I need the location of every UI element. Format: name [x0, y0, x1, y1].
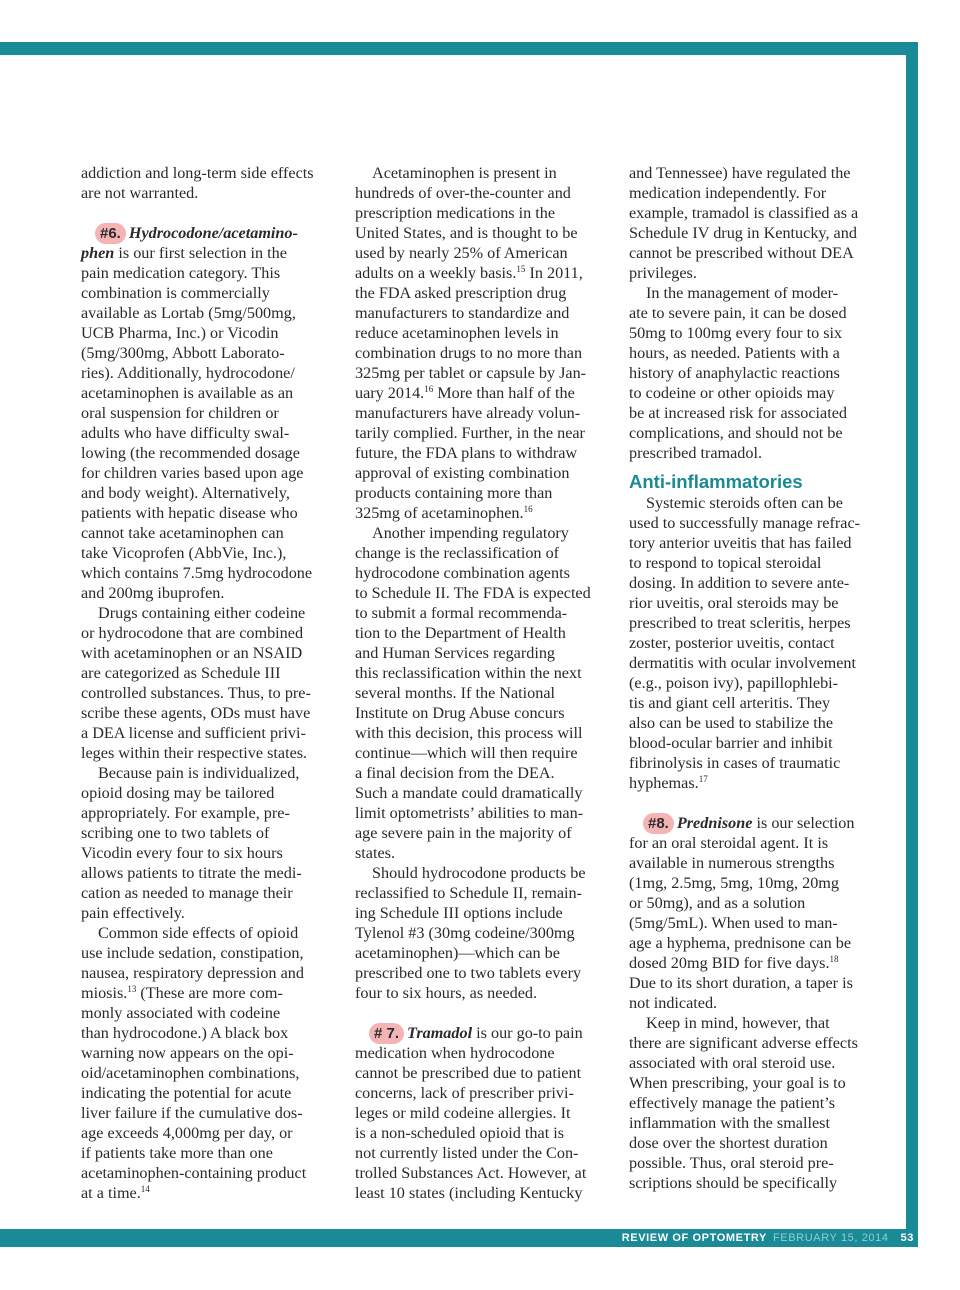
text-line: not currently listed under the Con-: [355, 1144, 579, 1162]
text-line: age severe pain in the majority of: [355, 824, 572, 842]
drug-heading-line: [81, 223, 339, 243]
text-line: 325mg per tablet or capsule by Jan-: [355, 364, 587, 382]
text-line: leges or mild codeine allergies. It: [355, 1104, 571, 1122]
right-accent-bar: [906, 42, 918, 1247]
rank-badge-8: #8.: [643, 813, 674, 834]
text-line: be at increased risk for associated: [629, 404, 847, 422]
text-line: cation as needed to manage their: [81, 884, 293, 902]
page-footer: [622, 1229, 914, 1247]
text-line: UCB Pharma, Inc.) or Vicodin: [81, 324, 279, 342]
text-line: are not warranted.: [81, 184, 199, 202]
text-line: hours, as needed. Patients with a: [629, 344, 840, 362]
text-line: [81, 243, 339, 263]
text-line: privileges.: [629, 264, 697, 282]
text-line: 50mg to 100mg every four to six: [629, 324, 843, 342]
paragraph: [629, 163, 887, 283]
text-line: Due to its short duration, a taper is: [629, 974, 853, 992]
text-line: Schedule IV drug in Kentucky, and: [629, 224, 857, 242]
text-line: is a non-scheduled opioid that is: [355, 1124, 565, 1142]
paragraph: [355, 863, 613, 1003]
text-line: associated with oral steroid use.: [629, 1054, 836, 1072]
text-line: rior uveitis, oral steroids may be: [629, 594, 839, 612]
text-line: blood-ocular barrier and inhibit: [629, 734, 833, 752]
text-line: complications, and should not be: [629, 424, 843, 442]
text-line: lowing (the recommended dosage: [81, 444, 300, 462]
text-line: or 50mg), and as a solution: [629, 894, 806, 912]
text-line: patients with hepatic disease who: [81, 504, 298, 522]
text-line: take Vicoprofen (AbbVie, Inc.),: [81, 544, 287, 562]
text-line: age exceeds 4,000mg per day, or: [81, 1124, 293, 1142]
text-line: with acetaminophen or an NSAID: [81, 644, 303, 662]
text-line: age a hyphema, prednisone can be: [629, 934, 852, 952]
text-line: In the management of moder-: [646, 284, 839, 302]
text-line: liver failure if the cumulative dos-: [81, 1104, 303, 1122]
text-line: states.: [355, 844, 396, 862]
text-line: to Schedule II. The FDA is expected: [355, 584, 591, 602]
text-line: (1mg, 2.5mg, 5mg, 10mg, 20mg: [629, 874, 839, 892]
paragraph: [355, 1043, 613, 1203]
text-line: Drugs containing either codeine: [98, 604, 306, 622]
text-line: or hydrocodone that are combined: [81, 624, 304, 642]
text-line: United States, and is thought to be: [355, 224, 578, 242]
text-line: (5mg/5mL). When used to man-: [629, 914, 838, 932]
text-line: nausea, respiratory depression and: [81, 964, 304, 982]
drug-name: Prednisone: [676, 814, 753, 832]
text-line: (e.g., poison ivy), papillophlebi-: [629, 674, 839, 692]
paragraph: [629, 493, 887, 773]
text-line: Because pain is individualized,: [98, 764, 300, 782]
text-line: tion to the Department of Health: [355, 624, 566, 642]
text-line: tory anterior uveitis that has failed: [629, 534, 852, 552]
drug-heading-line: [355, 1023, 613, 1043]
paragraph: [355, 403, 613, 503]
citation-15: 15: [516, 264, 526, 274]
page-number: 53: [900, 1232, 914, 1244]
column-3: [629, 163, 887, 1193]
text-line: are categorized as Schedule III: [81, 664, 281, 682]
text-line: Common side effects of opioid: [98, 924, 299, 942]
column-2: [355, 163, 613, 1203]
text-line: approval of existing combination: [355, 464, 570, 482]
text-line: a final decision from the DEA.: [355, 764, 555, 782]
text-line: to submit a formal recommenda-: [355, 604, 568, 622]
text-line: dose over the shortest duration: [629, 1134, 828, 1152]
text-line: the FDA asked prescription drug: [355, 284, 567, 302]
paragraph: [355, 523, 613, 863]
text-line: Another impending regulatory: [372, 524, 569, 542]
text-fragment: More than half of the: [433, 384, 575, 402]
text-line: there are significant adverse effects: [629, 1034, 858, 1052]
text-line: appropriately. For example, pre-: [81, 804, 290, 822]
text-line: [355, 503, 613, 523]
text-line: acetaminophen-containing product: [81, 1164, 307, 1182]
text-line: manufacturers to standardize and: [355, 304, 570, 322]
text-line: trolled Substances Act. However, at: [355, 1164, 587, 1182]
text-line: leges within their respective states.: [81, 744, 308, 762]
paragraph: [81, 263, 339, 603]
text-line: [355, 383, 613, 403]
text-line: When prescribing, your goal is to: [629, 1074, 846, 1092]
drug-name: Tramadol: [407, 1024, 473, 1042]
text-fragment: (These are more com-: [136, 984, 283, 1002]
paragraph: [81, 1003, 339, 1183]
text-line: medication independently. For: [629, 184, 827, 202]
citation-16: 16: [424, 384, 434, 394]
text-line: tarily complied. Further, in the near: [355, 424, 585, 442]
issue-date: FEBRUARY 15, 2014: [772, 1232, 889, 1244]
text-line: tis and giant cell arteritis. They: [629, 694, 831, 712]
text-line: addiction and long-term side effects: [81, 164, 314, 182]
text-fragment: adults on a weekly basis.: [355, 264, 517, 282]
paragraph: [81, 603, 339, 763]
text-line: Keep in mind, however, that: [646, 1014, 830, 1032]
text-fragment: is our selection: [752, 814, 855, 832]
text-line: combination drugs to no more than: [355, 344, 583, 362]
citation-18: 18: [829, 954, 839, 964]
text-line: and 200mg ibuprofen.: [81, 584, 225, 602]
text-line: to respond to topical steroidal: [629, 554, 822, 572]
text-line: Institute on Drug Abuse concurs: [355, 704, 565, 722]
text-line: pain medication category. This: [81, 264, 281, 282]
section-heading: Anti-inflammatories: [629, 471, 803, 492]
paragraph: [81, 163, 339, 203]
text-line: Vicodin every four to six hours: [81, 844, 283, 862]
paragraph: [629, 833, 887, 953]
text-line: reduce acetaminophen levels in: [355, 324, 559, 342]
text-line: possible. Thus, oral steroid pre-: [629, 1154, 834, 1172]
paragraph: [81, 763, 339, 923]
text-line: prescribed tramadol.: [629, 444, 763, 462]
citation-17: 17: [698, 774, 708, 784]
text-line: [629, 953, 887, 973]
text-line: [81, 983, 339, 1003]
text-line: four to six hours, as needed.: [355, 984, 538, 1002]
column-1: [81, 163, 339, 1203]
drug-heading-line: [629, 813, 887, 833]
text-line: manufacturers have already volun-: [355, 404, 581, 422]
text-line: future, the FDA plans to withdraw: [355, 444, 578, 462]
text-line: prescribed one to two tablets every: [355, 964, 582, 982]
text-line: pain effectively.: [81, 904, 185, 922]
text-line: cannot take acetaminophen can: [81, 524, 284, 542]
rank-badge-6: #6.: [95, 223, 126, 244]
drug-name-continued: phen: [81, 244, 115, 262]
text-line: reclassified to Schedule II, remain-: [355, 884, 582, 902]
text-line: monly associated with codeine: [81, 1004, 281, 1022]
text-fragment: is our go-to pain: [472, 1024, 583, 1042]
citation-16: 16: [523, 504, 533, 514]
text-line: [81, 1183, 339, 1203]
text-line: continue—which will then require: [355, 744, 578, 762]
text-line: zoster, posterior uveitis, contact: [629, 634, 835, 652]
text-line: opioid dosing may be tailored: [81, 784, 275, 802]
text-fragment: In 2011,: [525, 264, 583, 282]
text-line: allows patients to titrate the medi-: [81, 864, 302, 882]
text-line: [629, 773, 887, 793]
text-fragment: dosed 20mg BID for five days.: [629, 954, 830, 972]
text-fragment: at a time.: [81, 1184, 141, 1202]
text-line: use include sedation, constipation,: [81, 944, 304, 962]
text-line: change is the reclassification of: [355, 544, 560, 562]
paragraph: [629, 973, 887, 1013]
text-line: hydrocodone combination agents: [355, 564, 570, 582]
text-line: example, tramadol is classified as a: [629, 204, 859, 222]
text-line: medication when hydrocodone: [355, 1044, 555, 1062]
text-line: acetaminophen)—which can be: [355, 944, 560, 962]
text-line: oid/acetaminophen combinations,: [81, 1064, 300, 1082]
paragraph: [81, 923, 339, 983]
drug-name: Hydrocodone/acetamino-: [128, 224, 298, 242]
text-line: with this decision, this process will: [355, 724, 583, 742]
text-line: used by nearly 25% of American: [355, 244, 568, 262]
text-line: hundreds of over-the-counter and: [355, 184, 571, 202]
paragraph: [355, 283, 613, 383]
text-line: combination is commercially: [81, 284, 270, 302]
text-line: several months. If the National: [355, 684, 556, 702]
text-line: Systemic steroids often can be: [646, 494, 843, 512]
top-accent-bar: [0, 42, 918, 55]
text-line: which contains 7.5mg hydrocodone: [81, 564, 313, 582]
text-line: adults who have difficulty swal-: [81, 424, 290, 442]
rank-badge-7: # 7.: [369, 1023, 404, 1044]
text-line: available in numerous strengths: [629, 854, 835, 872]
text-line: controlled substances. Thus, to pre-: [81, 684, 311, 702]
text-fragment: is our first selection in the: [114, 244, 287, 262]
text-line: limit optometrists’ abilities to man-: [355, 804, 584, 822]
text-line: history of anaphylactic reactions: [629, 364, 840, 382]
text-line: acetaminophen is available as an: [81, 384, 294, 402]
text-line: prescription medications in the: [355, 204, 556, 222]
text-line: also can be used to stabilize the: [629, 714, 834, 732]
text-line: concerns, lack of prescriber privi-: [355, 1084, 574, 1102]
text-line: prescribed to treat scleritis, herpes: [629, 614, 851, 632]
text-line: a DEA license and sufficient privi-: [81, 724, 306, 742]
text-line: scribe these agents, ODs must have: [81, 704, 311, 722]
text-line: not indicated.: [629, 994, 718, 1012]
text-line: than hydrocodone.) A black box: [81, 1024, 289, 1042]
paragraph: [355, 163, 613, 263]
text-line: to codeine or other opioids may: [629, 384, 835, 402]
text-line: for an oral steroidal agent. It is: [629, 834, 829, 852]
text-line: least 10 states (including Kentucky: [355, 1184, 583, 1202]
text-line: and body weight). Alternatively,: [81, 484, 290, 502]
text-line: inflammation with the smallest: [629, 1114, 830, 1132]
text-line: this reclassification within the next: [355, 664, 582, 682]
text-line: Tylenol #3 (30mg codeine/300mg: [355, 924, 575, 942]
magazine-title: REVIEW OF OPTOMETRY: [621, 1232, 767, 1244]
text-line: available as Lortab (5mg/500mg,: [81, 304, 296, 322]
text-line: dosing. In addition to severe ante-: [629, 574, 850, 592]
text-line: [355, 263, 613, 283]
text-fragment: uary 2014.: [355, 384, 425, 402]
text-fragment: 325mg of acetaminophen.: [355, 504, 524, 522]
text-line: Should hydrocodone products be: [372, 864, 586, 882]
text-line: and Human Services regarding: [355, 644, 556, 662]
text-line: scriptions should be specifically: [629, 1174, 838, 1192]
text-line: fibrinolysis in cases of traumatic: [629, 754, 841, 772]
text-line: cannot be prescribed without DEA: [629, 244, 854, 262]
text-line: Acetaminophen is present in: [372, 164, 557, 182]
text-line: ate to severe pain, it can be dosed: [629, 304, 847, 322]
text-fragment: miosis.: [81, 984, 128, 1002]
text-line: warning now appears on the opi-: [81, 1044, 294, 1062]
text-line: dermatitis with ocular involvement: [629, 654, 857, 672]
text-line: cannot be prescribed due to patient: [355, 1064, 582, 1082]
citation-14: 14: [140, 1184, 150, 1194]
citation-13: 13: [127, 984, 137, 994]
text-line: effectively manage the patient’s: [629, 1094, 836, 1112]
paragraph: [629, 1013, 887, 1193]
text-line: for children varies based upon age: [81, 464, 304, 482]
text-line: ing Schedule III options include: [355, 904, 563, 922]
text-line: ries). Additionally, hydrocodone/: [81, 364, 295, 382]
text-line: indicating the potential for acute: [81, 1084, 292, 1102]
text-line: oral suspension for children or: [81, 404, 279, 422]
text-line: if patients take more than one: [81, 1144, 273, 1162]
paragraph: [629, 283, 887, 463]
text-line: Such a mandate could dramatically: [355, 784, 583, 802]
text-line: used to successfully manage refrac-: [629, 514, 861, 532]
text-line: and Tennessee) have regulated the: [629, 164, 851, 182]
text-line: (5mg/300mg, Abbott Laborato-: [81, 344, 285, 362]
text-line: products containing more than: [355, 484, 553, 502]
text-line: scribing one to two tablets of: [81, 824, 270, 842]
text-fragment: hyphemas.: [629, 774, 699, 792]
